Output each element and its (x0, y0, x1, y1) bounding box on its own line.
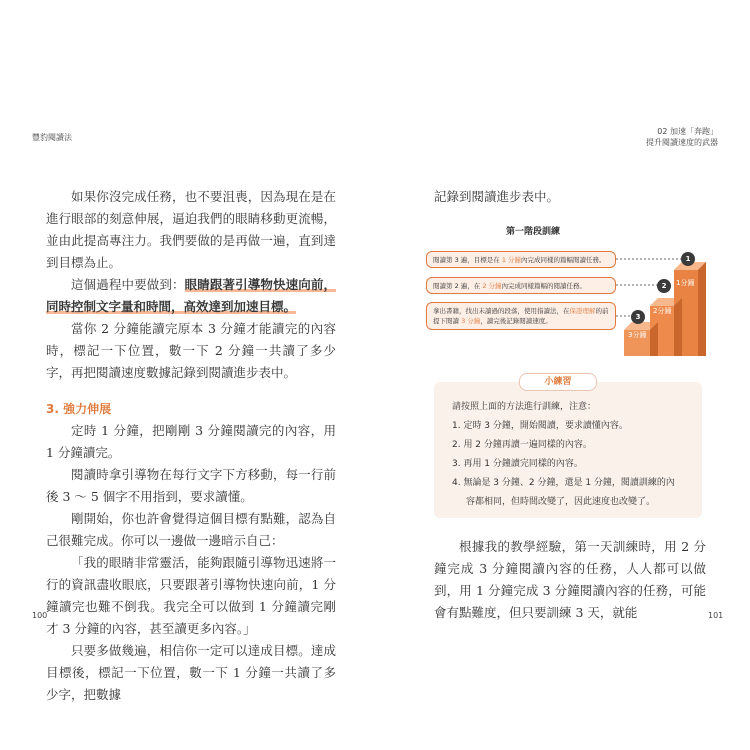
running-header-left: 豐豹閱讀法 (32, 133, 72, 142)
paragraph: 當你 2 分鐘能讀完原本 3 分鐘才能讀完的內容時，標記一下位置，數一下 2 分鐘一共讀了多少字，再把閱讀速度數據記錄到閱讀進步表中。 (46, 321, 336, 380)
paragraph: 只要多做幾遍，相信你一定可以達成目標。達成目標後，標記一下位置，數一下 1 分鐘一共讀了多少字，把數據 (46, 643, 336, 702)
paragraph: 如果你沒完成任務，也不要沮喪，因為現在是在進行眼部的刻意伸展，逼迫我們的眼睛移動更流暢，並由此提高專注力。我們要做的是再做一遍，直到達到目標為止。 (46, 189, 336, 270)
page-number-left: 100 (32, 611, 48, 620)
step-1-label: 1分鐘 (676, 279, 695, 287)
box-text: 閱讀第 3 遍，目標是在 (433, 256, 502, 264)
box-emphasis: 保證理解 (569, 307, 596, 315)
box-text: 拿出書籍，找出未讀過的段落，使用指讀法，在 (433, 307, 570, 315)
box-text: 內完成同樣篇幅的閱讀任務。 (501, 282, 587, 290)
right-bottom-text: 根據我的教學經驗，第一天訓練時，用 2 分鐘完成 3 分鐘閱讀內容的任務，人人都可以做到，用 1 分鐘完成 3 分鐘閱讀內容的任務，可能會有點難度，但只要訓練 3 天，就能 (434, 539, 706, 620)
stage-box-1 (426, 251, 616, 268)
exercise-item: 3. 再用 1 分鐘讀完同樣的內容。 (452, 459, 583, 469)
stage-box-3 (426, 302, 616, 330)
step-1-number: 1 (681, 252, 695, 266)
exercise-title: 小練習 (519, 373, 597, 391)
step-3-label: 3分鐘 (628, 331, 647, 339)
exercise-item-continued: 容都相同，但時間改變了，因此速度也改變了。 (466, 497, 656, 507)
step-3-number: 3 (631, 310, 645, 324)
highlight-text: 眼睛跟著引導物快速向前，同時控制文字量和時間，高效達到加速目標。 (46, 277, 336, 314)
step-2-label: 2分鐘 (653, 307, 672, 315)
paragraph: 定時 1 分鐘，把剛剛 3 分鐘閱讀完的內容，用 1 分鐘讀完。 (46, 423, 336, 460)
box-emphasis: 1 分鐘 (501, 256, 522, 264)
stage-title: 第一階段訓練 (506, 227, 561, 237)
right-top-text: 記錄到閱讀進步表中。 (434, 189, 560, 204)
step-1-side (698, 262, 706, 356)
paragraph: 閱讀時拿引導物在每行文字下方移動，每一行前後 3 ～ 5 個字不用指到，要求讀懂。 (46, 467, 336, 504)
exercise-item: 4. 無論是 3 分鐘、2 分鐘，還是 1 分鐘，閱讀訓練的內 (452, 478, 675, 488)
box-emphasis: 2 分鐘 (482, 282, 502, 290)
box-emphasis: 3 分鐘 (461, 317, 481, 325)
box-text: 內完成同樣的篇幅閱讀任務。 (521, 256, 606, 264)
page-number-right: 101 (708, 611, 724, 620)
step-2-number: 2 (657, 279, 671, 293)
exercise-item: 1. 定時 3 分鐘，開始閱讀，要求讀懂內容。 (452, 421, 628, 431)
section-title: 3. 強力伸展 (46, 402, 112, 416)
header-right-line1: 02 加速「奔跑」 (657, 127, 718, 136)
box-text: 閱讀第 2 遍，在 (433, 282, 483, 290)
left-page-body (46, 186, 336, 706)
quote: 「我的眼睛非常靈活，能夠跟隨引導物迅速將一行的資訊盡收眼底，只要跟著引導物快速向前，1 分鐘讀完也難不倒我。我完全可以做到 1 分鐘讀完剛才 3 分鐘的內容，甚至讀更多內容。」 (46, 555, 336, 636)
exercise-intro: 請按照上面的方法進行訓練，注意： (452, 402, 597, 412)
paragraph: 剛開始，你也許會覺得這個目標有點難，認為自己很難完成。你可以一邊做一邊暗示自己： (46, 511, 336, 548)
box-text: ，讀完後記錄閱讀速度。 (480, 317, 552, 325)
running-header-right (646, 126, 718, 148)
stage-box-2 (426, 277, 616, 294)
exercise-body (452, 398, 692, 512)
exercise-item: 2. 用 2 分鐘再讀一遍同樣的內容。 (452, 440, 592, 450)
paragraph-highlight (46, 274, 336, 318)
box-text: 的前提下閱讀 (433, 307, 609, 325)
paragraph-prefix: 這個過程中要做到： (71, 277, 185, 292)
header-right-line2: 提升閱讀速度的武器 (646, 138, 718, 147)
